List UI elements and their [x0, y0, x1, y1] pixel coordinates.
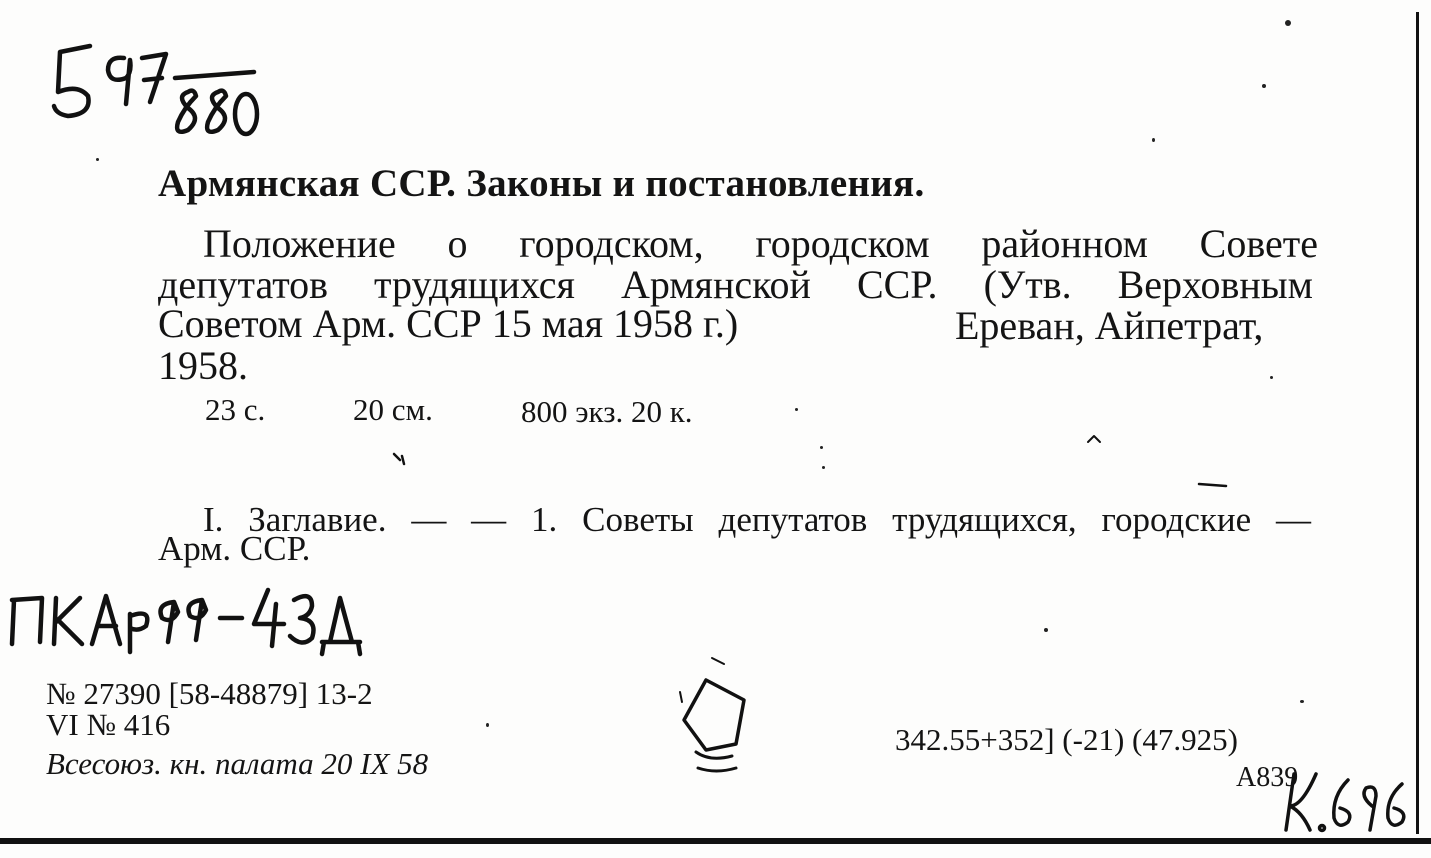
call-code-handwriting	[6, 568, 376, 658]
scan-speck	[1044, 628, 1048, 632]
scan-speck	[1300, 700, 1304, 703]
corner-mark-handwriting	[1276, 766, 1416, 838]
pencil-caret-mark	[1084, 432, 1104, 446]
scan-speck	[96, 158, 99, 161]
pencil-tick-mark	[390, 448, 416, 470]
page-count: 23 с.	[205, 392, 266, 427]
card-heading: Армянская ССР. Законы и постановления.	[158, 162, 925, 205]
right-edge-line	[1416, 12, 1419, 834]
description-line: Советом Арм. ССР 15 мая 1958 г.)	[158, 301, 739, 346]
pencil-dash-mark	[1196, 478, 1230, 490]
shelf-mark-handwriting	[38, 24, 278, 144]
description-line: Положение о городском, городском районном Совете	[203, 221, 1318, 266]
chamber-line: Всесоюз. кн. палата 20 IX 58	[46, 746, 429, 781]
bottom-edge-line	[0, 838, 1431, 844]
scan-speck	[795, 408, 798, 411]
classification-index: 342.55+352] (-21) (47.925)	[895, 722, 1238, 757]
series-number: VI № 416	[46, 707, 171, 742]
publisher-place: Ереван, Айпетрат,	[955, 303, 1264, 348]
scan-speck	[1270, 376, 1273, 379]
card-number: № 27390 [58-48879] 13-2	[46, 676, 373, 711]
publication-year: 1958.	[158, 343, 248, 388]
faint-round-stamp	[660, 650, 770, 780]
print-run-and-price: 800 экз. 20 к.	[521, 394, 693, 429]
author-mark: А839	[1236, 762, 1299, 793]
scan-speck	[822, 466, 825, 469]
scan-speck	[1262, 84, 1266, 88]
scan-speck	[486, 723, 489, 727]
tracing-line: Арм. ССР.	[158, 529, 311, 568]
scan-speck	[1285, 20, 1291, 26]
tracing-line: I. Заглавие. — — 1. Советы депутатов трудящихся, городские —	[203, 500, 1311, 539]
book-size: 20 см.	[353, 392, 433, 427]
scan-speck	[820, 446, 823, 449]
scan-speck	[1152, 138, 1155, 142]
description-line: депутатов трудящихся Армянской ССР. (Утв. Верховным	[158, 262, 1313, 307]
